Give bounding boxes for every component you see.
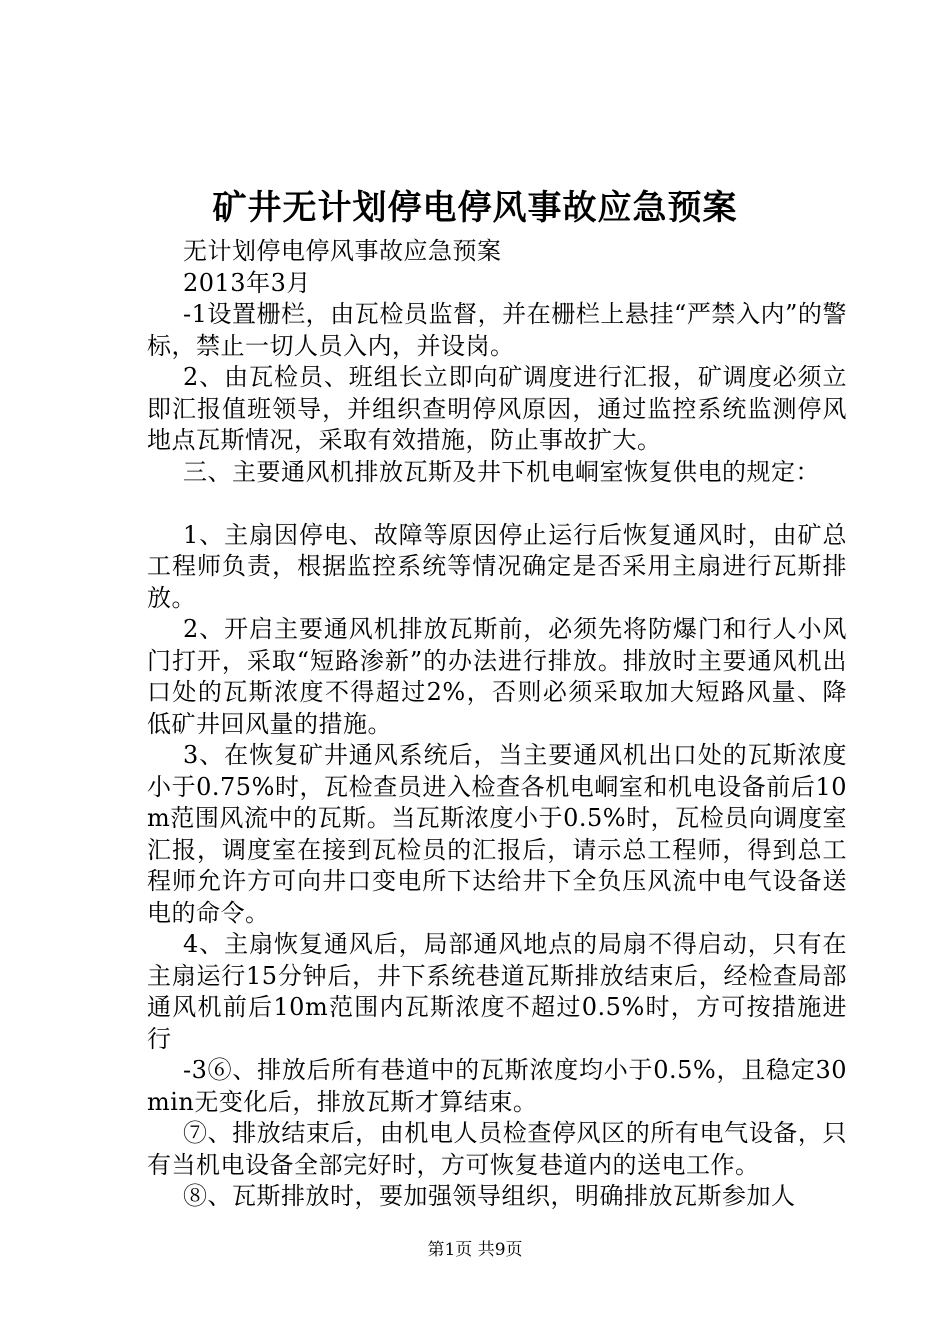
paragraph-item-1: 1、主扇因停电、故障等原因停止运行后恢复通风时，由矿总工程师负责，根据监控系统等情况确定是否采用主扇进行瓦斯排放。 bbox=[147, 520, 847, 612]
paragraph-item-7: ⑦、排放结束后，由机电人员检查停风区的所有电气设备，只有当机电设备全部完好时，方可恢复巷道内的送电工作。 bbox=[147, 1119, 847, 1179]
paragraph-item-6: -3⑥、排放后所有巷道中的瓦斯浓度均小于0.5%，且稳定30min无变化后，排放瓦斯才算结束。 bbox=[147, 1056, 847, 1116]
paragraph-fence: -1设置栅栏，由瓦检员监督，并在栅栏上悬挂“严禁入内”的警标，禁止一切人员入内，并设岗。 bbox=[147, 300, 847, 360]
blank-line bbox=[147, 488, 847, 520]
page-footer: 第1页 共9页 bbox=[427, 1240, 523, 1260]
paragraph-date: 2013年3月 bbox=[183, 268, 311, 297]
paragraph-item-8: ⑧、瓦斯排放时，要加强领导组织，明确排放瓦斯参加人 bbox=[183, 1182, 796, 1210]
section-heading-3: 三、主要通风机排放瓦斯及井下机电峒室恢复供电的规定： bbox=[183, 457, 820, 486]
paragraph-item-2: 2、开启主要通风机排放瓦斯前，必须先将防爆门和行人小风门打开，采取“短路渗新”的办法进行排放。排放时主要通风机出口处的瓦斯浓度不得超过2%，否则必须采取加大短路风量、降低矿井回风量的措施。 bbox=[147, 615, 847, 738]
paragraph-report: 2、由瓦检员、班组长立即向矿调度进行汇报，矿调度必须立即汇报值班领导，并组织查明停风原因，通过监控系统监测停风地点瓦斯情况，采取有效措施，防止事故扩大。 bbox=[147, 363, 847, 454]
paragraph-item-4: 4、主扇恢复通风后，局部通风地点的局扇不得启动，只有在主扇运行15分钟后，井下系统巷道瓦斯排放结束后，经检查局部通风机前后10m范围内瓦斯浓度不超过0.5%时，方可按措施进行 bbox=[147, 930, 847, 1053]
document-body bbox=[147, 236, 847, 1213]
paragraph-item-3: 3、在恢复矿井通风系统后，当主要通风机出口处的瓦斯浓度小于0.75%时，瓦检查员进入检查各机电峒室和机电设备前后10m范围风流中的瓦斯。当瓦斯浓度小于0.5%时，瓦检员向调度室汇报，调度室在接到瓦检员的汇报后，请示总工程师，得到总工程师允许方可向井口变电所下达给井下全负压风流中电气设备送电的命令。 bbox=[147, 741, 847, 927]
document-title: 矿井无计划停电停风事故应急预案 bbox=[212, 188, 738, 228]
paragraph-subtitle: 无计划停电停风事故应急预案 bbox=[183, 237, 502, 265]
